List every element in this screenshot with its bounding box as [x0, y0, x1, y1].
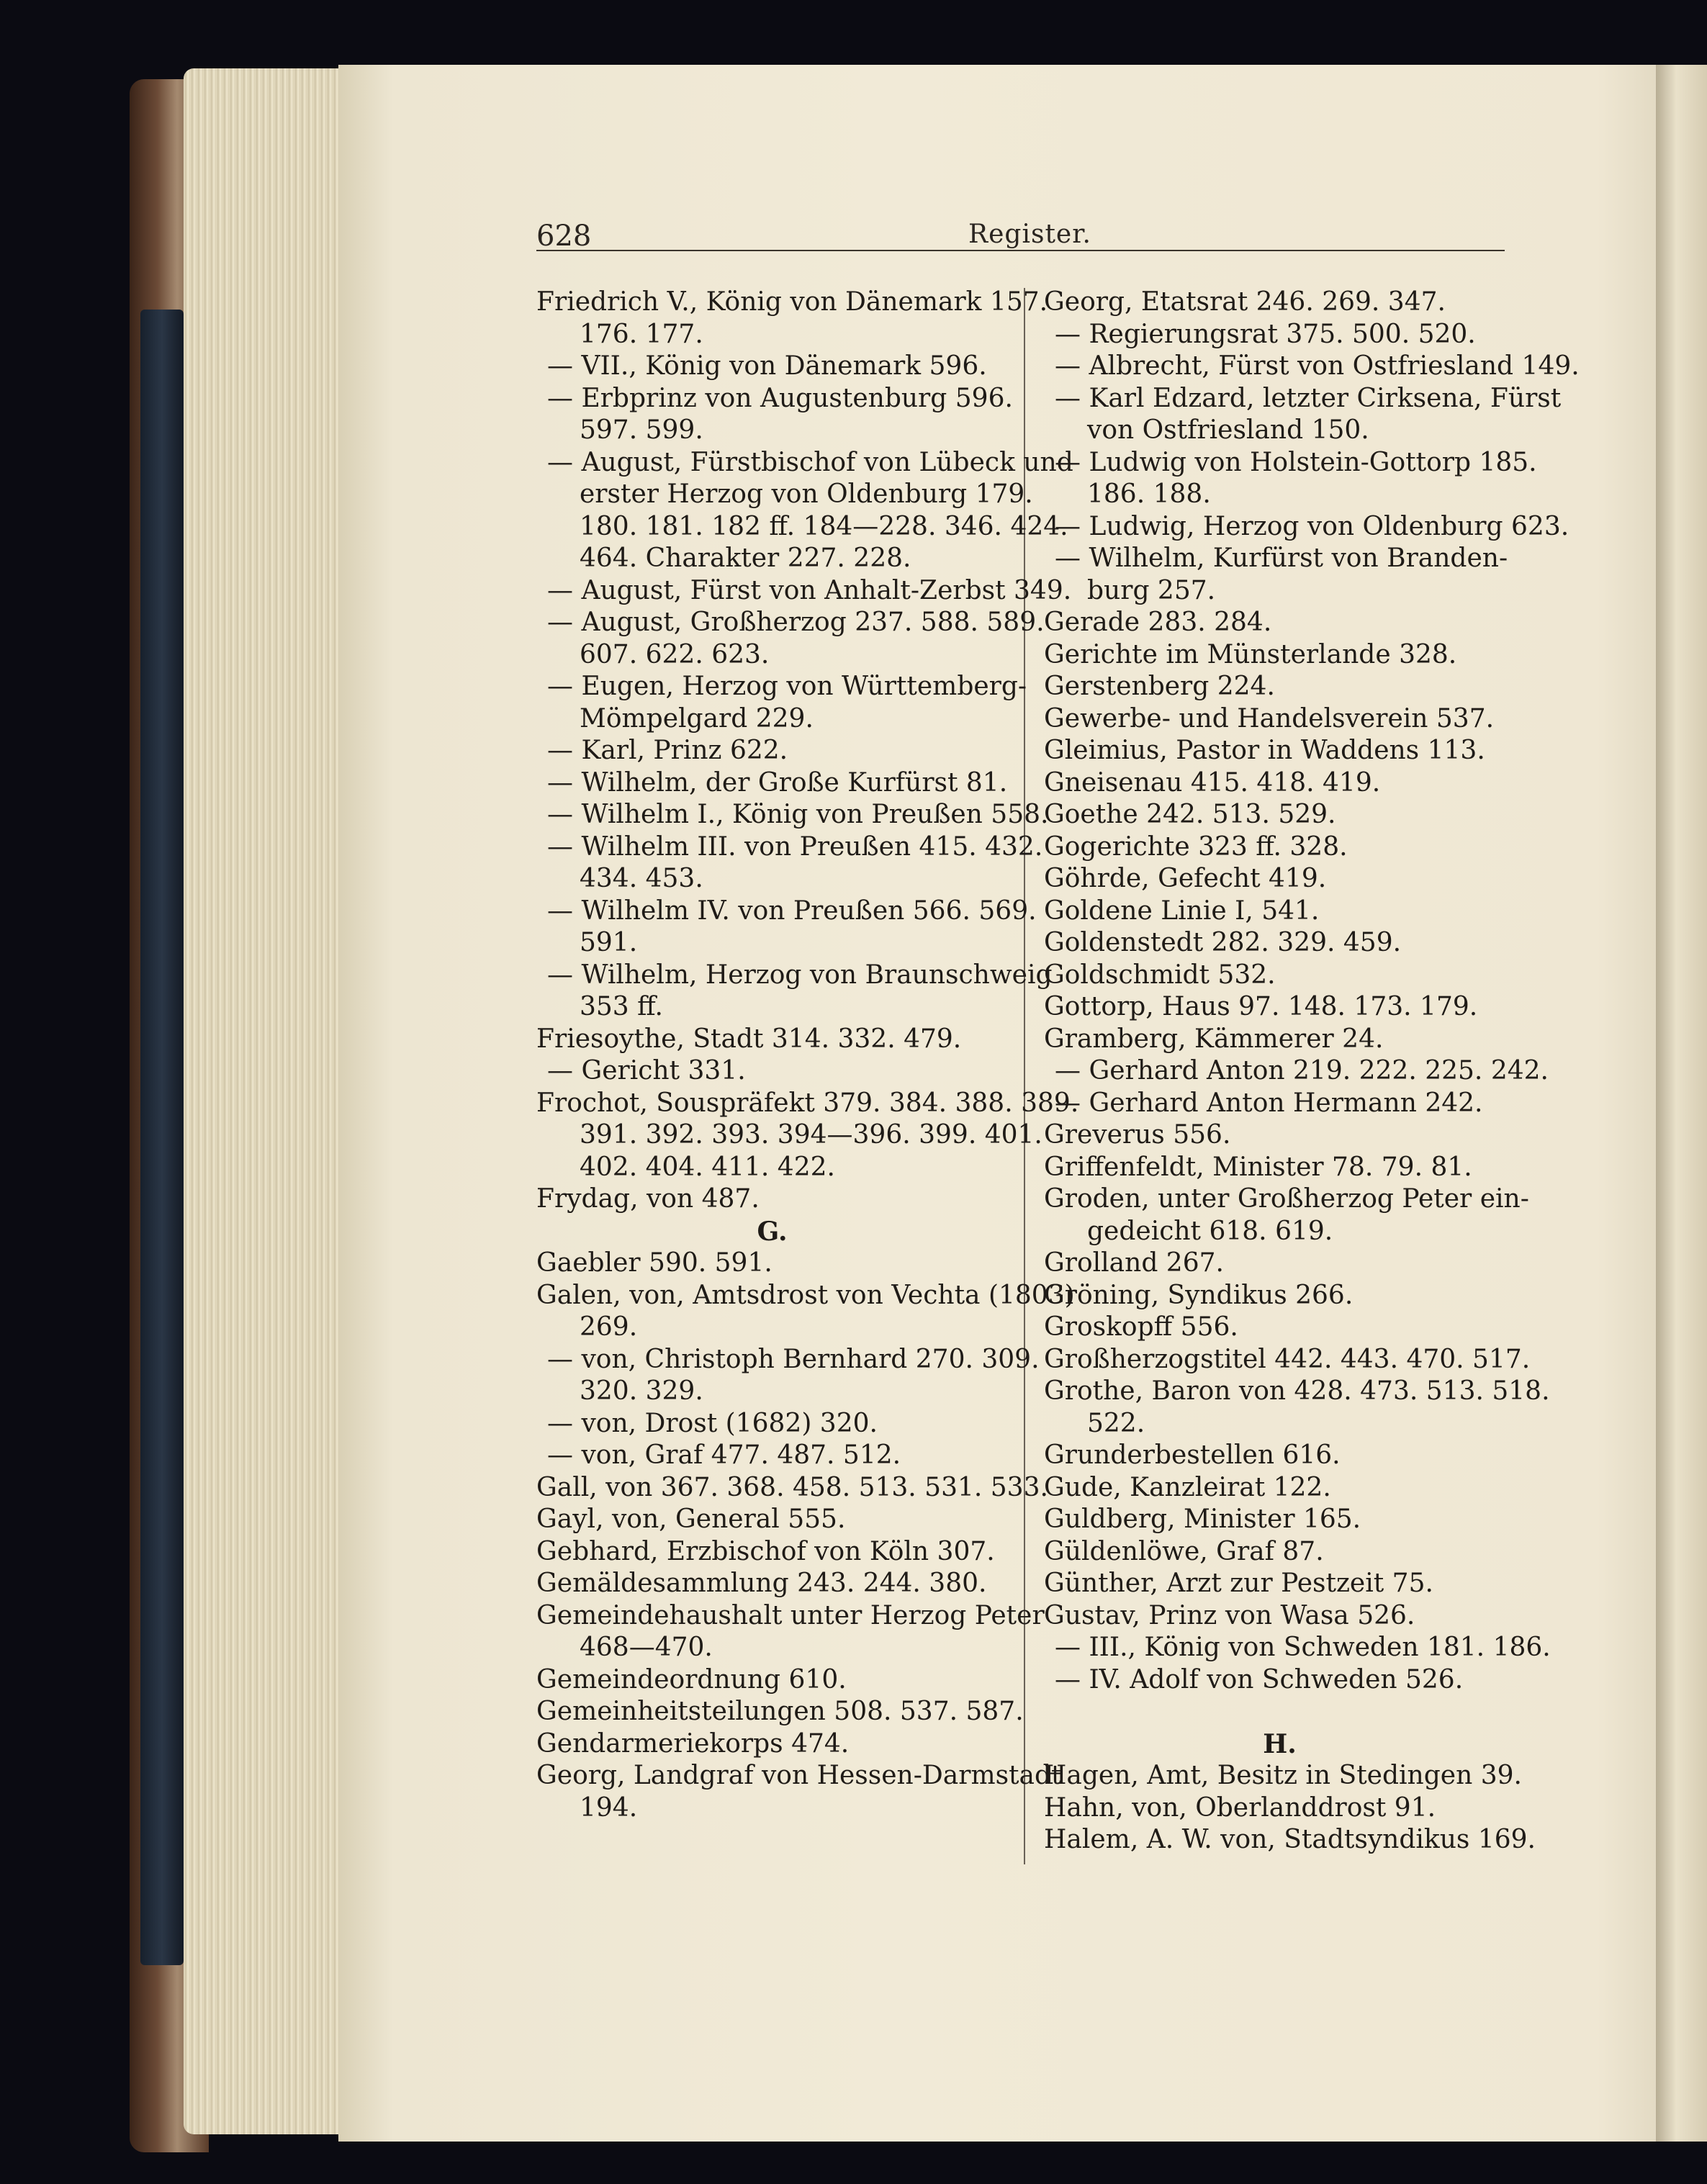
index-entry-line: Hagen, Amt, Besitz in Stedingen 39.	[1044, 1761, 1522, 1790]
index-entry-line: 522.	[1087, 1408, 1145, 1438]
index-entry-line: 468—470.	[580, 1633, 713, 1662]
index-entry-line: 464. Charakter 227. 228.	[580, 543, 911, 573]
index-entry-line: — August, Fürst von Anhalt-Zerbst 349.	[547, 575, 1072, 605]
index-entry-line: Gall, von 367. 368. 458. 513. 531. 533.	[536, 1472, 1048, 1502]
index-entry-line: 607. 622. 623.	[580, 639, 770, 669]
index-entry-line: — Gericht 331.	[547, 1056, 746, 1086]
index-entry-line: — Regierungsrat 375. 500. 520.	[1055, 319, 1476, 349]
index-entry-line: Gemeindehaushalt unter Herzog Peter	[536, 1600, 1045, 1630]
index-entry-line: Griffenfeldt, Minister 78. 79. 81.	[1044, 1152, 1472, 1182]
index-entry-line: Großherzogstitel 442. 443. 470. 517.	[1044, 1344, 1531, 1374]
index-entry-line: — VII., König von Dänemark 596.	[547, 351, 987, 381]
index-entry-line: 597. 599.	[580, 415, 703, 445]
index-entry-line: — Wilhelm III. von Preußen 415. 432.	[547, 831, 1043, 862]
index-entry-line: Goethe 242. 513. 529.	[1044, 800, 1336, 829]
index-entry-line: 353 ff.	[580, 992, 663, 1021]
index-entry-line	[1044, 1696, 1515, 1728]
index-entry-line: burg 257.	[1087, 575, 1216, 605]
index-entry-line: Georg, Etatsrat 246. 269. 347.	[1044, 287, 1446, 317]
section-heading: G.	[757, 1216, 788, 1247]
index-entry-line: Frydag, von 487.	[536, 1184, 760, 1214]
index-entry-line: — III., König von Schweden 181. 186.	[1055, 1633, 1551, 1662]
index-entry-line: Grunderbestellen 616.	[1044, 1440, 1341, 1470]
index-entry-line: Göhrde, Gefecht 419.	[1044, 864, 1327, 893]
index-entry-line: Gogerichte 323 ff. 328.	[1044, 831, 1348, 862]
index-entry-line: — Wilhelm, Herzog von Braunschweig	[547, 960, 1053, 990]
page-gutter	[1656, 65, 1707, 2142]
index-entry-line: — Ludwig, Herzog von Oldenburg 623.	[1055, 511, 1569, 541]
index-entry-line: Groden, unter Großherzog Peter ein-	[1044, 1184, 1529, 1214]
index-entry-line: 391. 392. 393. 394—396. 399. 401.	[580, 1120, 1042, 1150]
index-entry-line: — Eugen, Herzog von Württemberg-	[547, 672, 1027, 701]
index-entry-line: Friesoythe, Stadt 314. 332. 479.	[536, 1024, 962, 1054]
index-entry-line: Goldschmidt 532.	[1044, 960, 1276, 990]
index-entry-line: Friedrich V., König von Dänemark 157.	[536, 287, 1048, 317]
index-entry-line: Galen, von, Amtsdrost von Vechta (1803)	[536, 1280, 1075, 1310]
index-entry-line: Gemäldesammlung 243. 244. 380.	[536, 1569, 987, 1598]
index-entry-line: — Karl Edzard, letzter Cirksena, Fürst	[1055, 383, 1562, 413]
index-entry-line: Gröning, Syndikus 266.	[1044, 1280, 1354, 1310]
page-edges	[184, 68, 346, 2134]
index-entry-line: Gramberg, Kämmerer 24.	[1044, 1024, 1384, 1054]
index-entry-line: Goldenstedt 282. 329. 459.	[1044, 928, 1402, 957]
index-entry-line: — August, Fürstbischof von Lübeck und	[547, 447, 1073, 477]
index-entry-line: Gaebler 590. 591.	[536, 1248, 773, 1278]
index-entry-line: Gneisenau 415. 418. 419.	[1044, 767, 1381, 798]
index-entry-line: Gewerbe- und Handelsverein 537.	[1044, 703, 1495, 734]
index-entry-line: Gemeindeordnung 610.	[536, 1664, 847, 1695]
running-head: Register.	[968, 220, 1091, 249]
index-entry-line: — Karl, Prinz 622.	[547, 736, 788, 765]
index-column-left	[536, 286, 1079, 1824]
index-entry-line: — Wilhelm, Kurfürst von Branden-	[1055, 543, 1508, 573]
index-entry-line: Gemeinheitsteilungen 508. 537. 587.	[536, 1697, 1024, 1726]
index-entry-line: 176. 177.	[580, 319, 703, 349]
index-entry-line: — von, Christoph Bernhard 270. 309.	[547, 1344, 1040, 1374]
index-entry-line: Mömpelgard 229.	[580, 703, 814, 734]
index-entry-line: 269.	[580, 1312, 638, 1342]
index-entry-line: Goldene Linie I, 541.	[1044, 895, 1320, 926]
index-entry-line: Gustav, Prinz von Wasa 526.	[1044, 1600, 1415, 1630]
index-entry-line: erster Herzog von Oldenburg 179.	[580, 479, 1033, 509]
index-entry-line: — Wilhelm, der Große Kurfürst 81.	[547, 767, 1008, 798]
index-entry-line: Gebhard, Erzbischof von Köln 307.	[536, 1536, 995, 1566]
index-entry-line: 180. 181. 182 ff. 184—228. 346. 424.	[580, 511, 1068, 541]
index-entry-line: — August, Großherzog 237. 588. 589.	[547, 608, 1045, 637]
index-entry-line: gedeicht 618. 619.	[1087, 1216, 1333, 1246]
index-column-right	[1044, 286, 1580, 1856]
page-number: 628	[536, 220, 592, 253]
index-entry-line: Gerade 283. 284.	[1044, 608, 1272, 637]
index-entry-line: 320. 329.	[580, 1376, 703, 1406]
index-entry-line: Grothe, Baron von 428. 473. 513. 518.	[1044, 1376, 1550, 1406]
index-entry-line: 402. 404. 411. 422.	[580, 1152, 835, 1182]
index-entry-line: — Albrecht, Fürst von Ostfriesland 149.	[1055, 351, 1580, 381]
index-entry-line: Gleimius, Pastor in Waddens 113.	[1044, 736, 1485, 765]
index-entry-line: Greverus 556.	[1044, 1120, 1231, 1150]
index-entry-line: Gerstenberg 224.	[1044, 672, 1275, 701]
index-entry-line: Gude, Kanzleirat 122.	[1044, 1472, 1331, 1502]
index-entry-line: — Erbprinz von Augustenburg 596.	[547, 383, 1013, 413]
index-entry-line: — IV. Adolf von Schweden 526.	[1055, 1664, 1464, 1695]
index-entry-line: Guldberg, Minister 165.	[1044, 1504, 1361, 1534]
index-entry-line: — Gerhard Anton 219. 222. 225. 242.	[1055, 1056, 1549, 1086]
index-entry-line: Hahn, von, Oberlanddrost 91.	[1044, 1792, 1436, 1823]
index-entry-line: — von, Graf 477. 487. 512.	[547, 1440, 901, 1470]
index-entry-line: Frochot, Souspräfekt 379. 384. 388. 389.	[536, 1088, 1079, 1118]
index-entry-line: Groskopff 556.	[1044, 1312, 1238, 1342]
header-rule	[536, 250, 1505, 251]
index-entry-line: 434. 453.	[580, 864, 703, 893]
section-heading: H.	[1263, 1728, 1297, 1759]
index-entry-line: Gottorp, Haus 97. 148. 173. 179.	[1044, 992, 1478, 1021]
spine-label	[140, 310, 184, 1965]
index-entry-line: 591.	[580, 928, 638, 957]
index-entry-line: — Wilhelm IV. von Preußen 566. 569.	[547, 895, 1037, 926]
index-entry-line: — Ludwig von Holstein-Gottorp 185.	[1055, 447, 1537, 477]
index-entry-line: — Wilhelm I., König von Preußen 558.	[547, 800, 1049, 829]
index-entry-line: Günther, Arzt zur Pestzeit 75.	[1044, 1569, 1433, 1598]
index-entry-line: — von, Drost (1682) 320.	[547, 1408, 878, 1438]
index-entry-line: Halem, A. W. von, Stadtsyndikus 169.	[1044, 1825, 1536, 1854]
index-entry-line: Güldenlöwe, Graf 87.	[1044, 1536, 1324, 1566]
index-entry-line: 186. 188.	[1087, 479, 1211, 509]
index-entry-line: Gayl, von, General 555.	[536, 1504, 846, 1534]
index-entry-line: von Ostfriesland 150.	[1087, 415, 1369, 445]
index-entry-line: Grolland 267.	[1044, 1248, 1224, 1278]
index-entry-line: — Gerhard Anton Hermann 242.	[1055, 1088, 1483, 1118]
index-entry-line: Georg, Landgraf von Hessen-Darmstadt	[536, 1761, 1062, 1790]
index-entry-line: Gendarmeriekorps 474.	[536, 1728, 850, 1759]
index-entry-line: 194.	[580, 1792, 638, 1823]
index-entry-line: Gerichte im Münsterlande 328.	[1044, 639, 1457, 669]
